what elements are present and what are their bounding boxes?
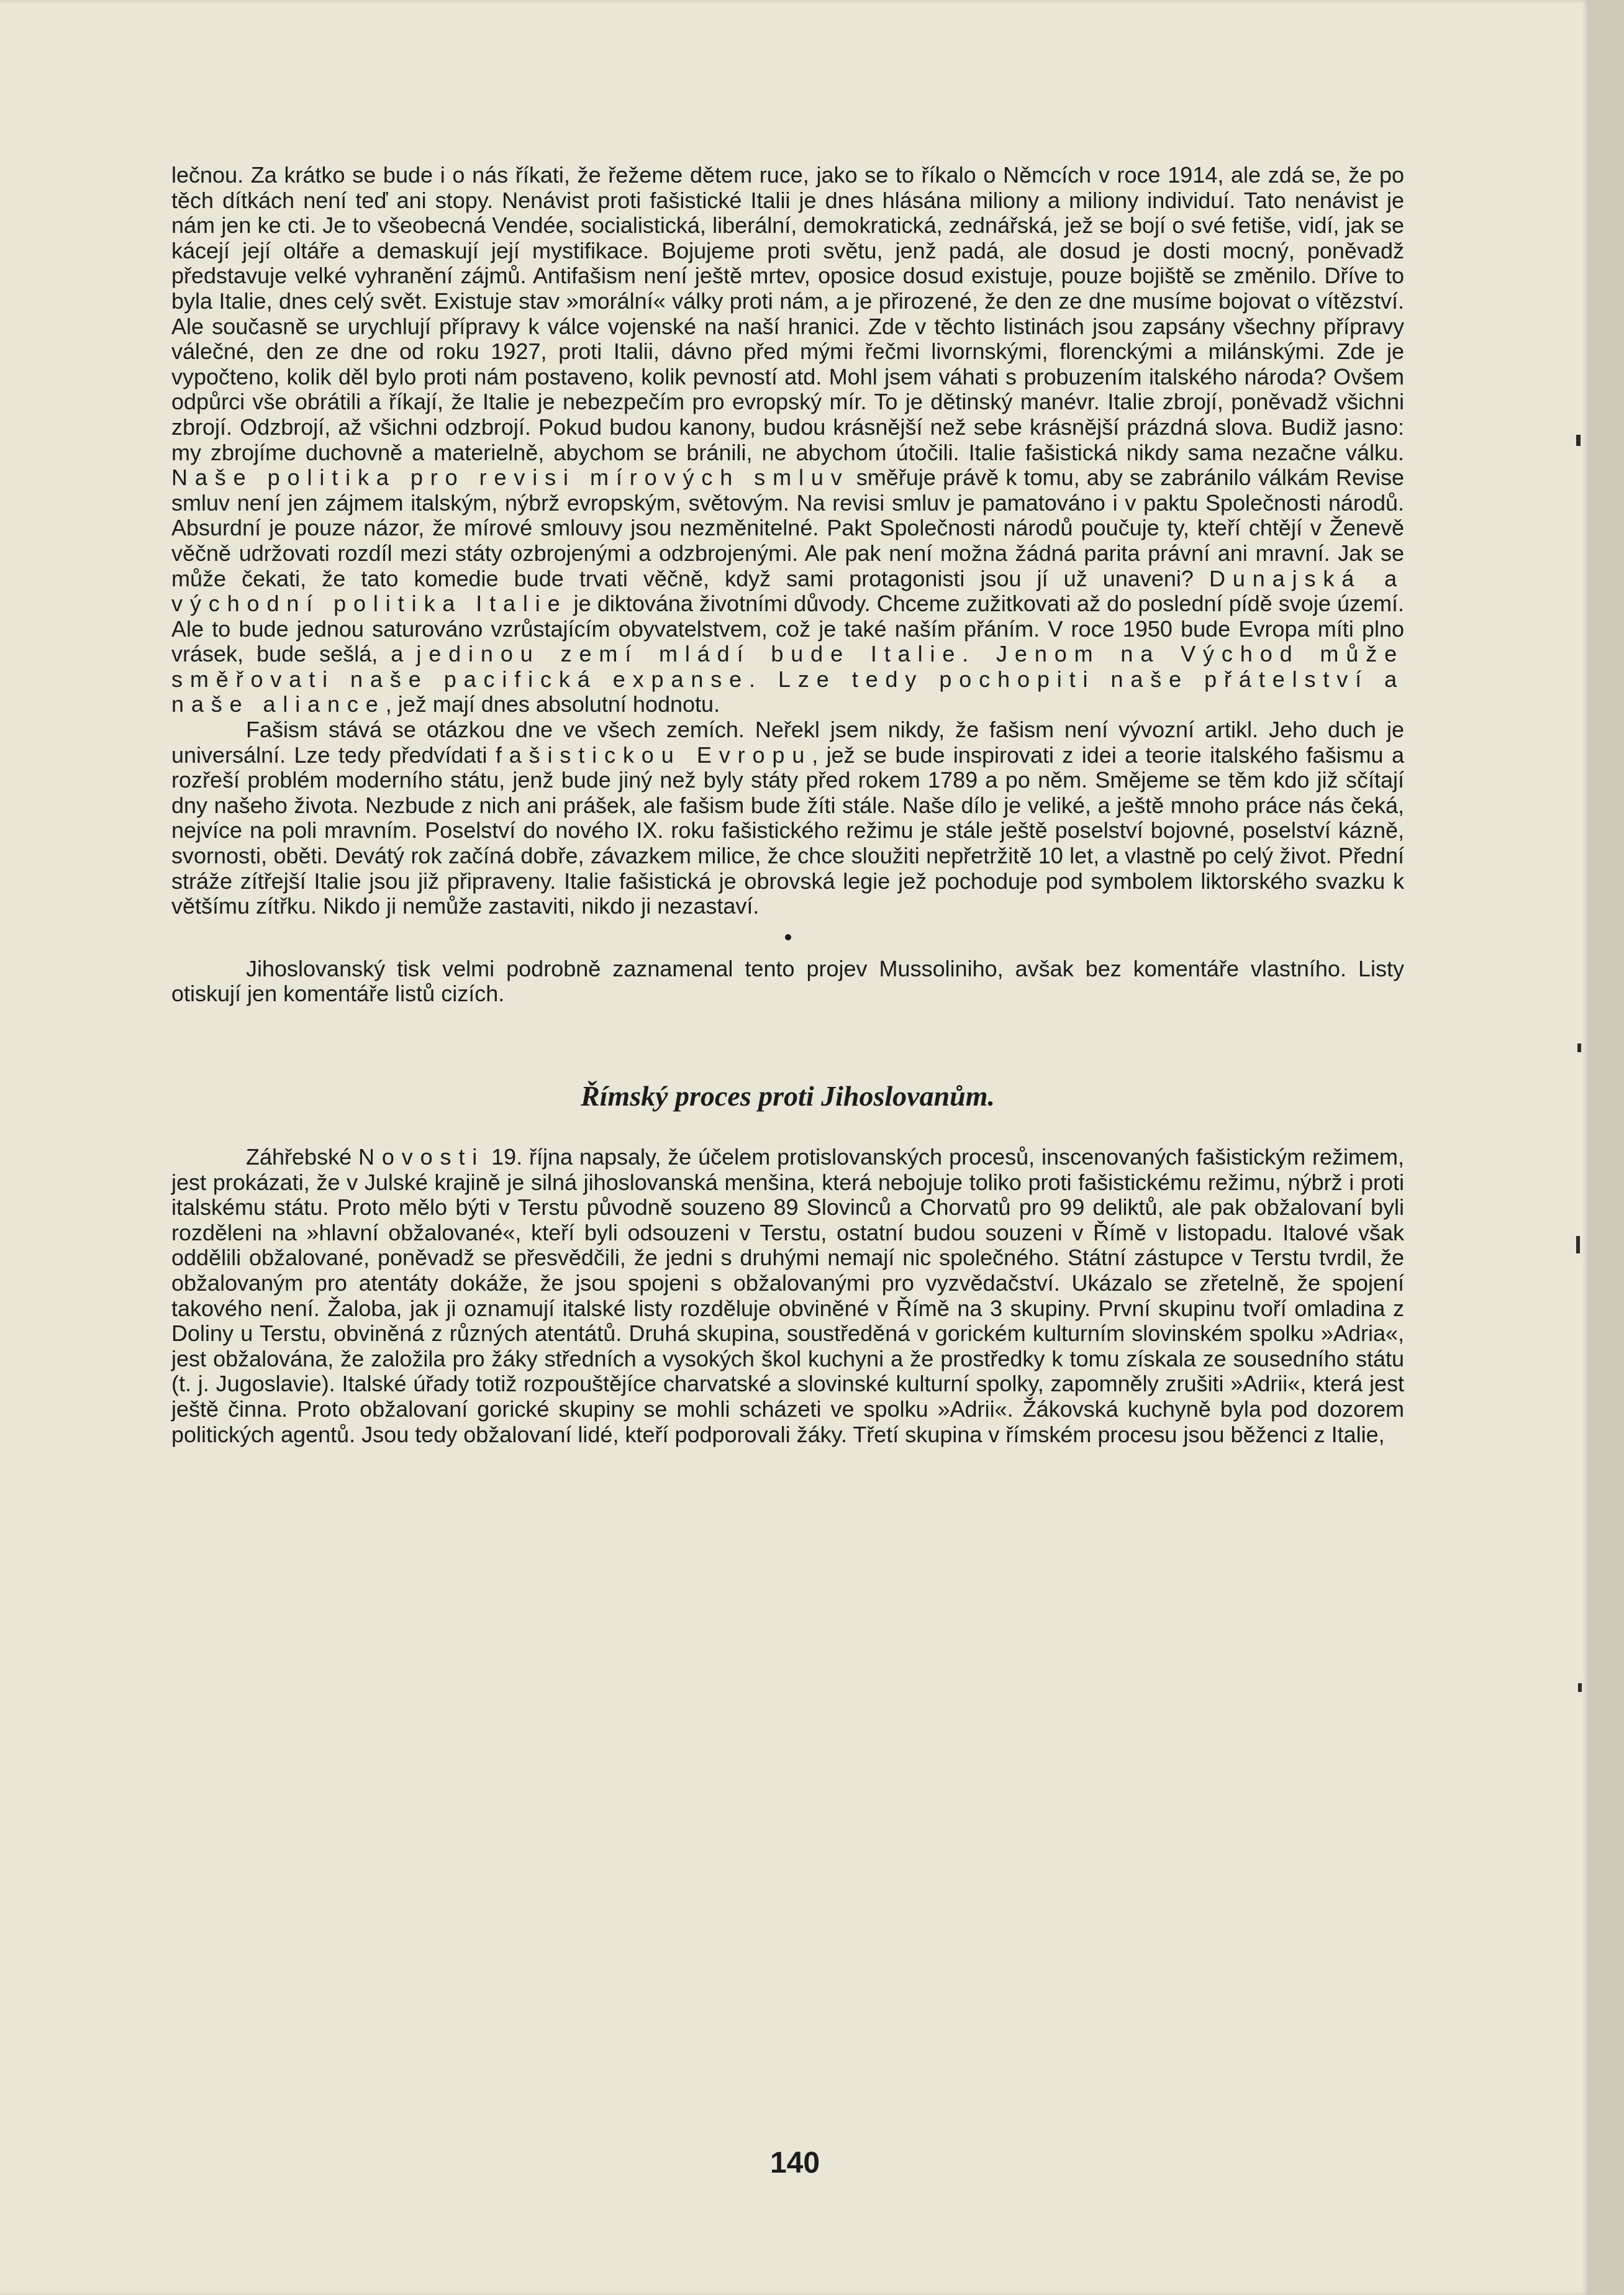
text-run: Záhřebské: [246, 1144, 358, 1170]
body-paragraph: [171, 163, 1404, 717]
text-run: lečnou. Za krátko se bude i o nás říkati, že řežeme dětem ruce, jako se to říkalo o Němcích v roce 1914, ale zdá se, že po těch dítkách není teď ani stopy. Nenávist proti fašistické Italii je dnes hlásána miliony a miliony individuí. Tato nenávist je nám jen ke cti. Je to všeobecná Vendée, socialistická, liberální, demokratická, zednářská, jež se bojí o své fetiše, vidí, jak se kácejí její oltáře a demaskují její mystifikace. Bojujeme proti světu, jenž padá, ale dosud je dosti mocný, poněvadž představuje velké vyhranění zájmů. Antifašism není ještě mrtev, oposice dosud existuje, pouze bojiště se změnilo. Dříve to byla Italie, dnes celý svět. Existuje stav »morální« války proti nám, a je přirozené, že den ze dne musíme bojovat o vítězství. Ale současně se urychlují přípravy k válce vojenské na naší hranici. Zde v těchto listinách jsou zapsány všechny přípravy válečné, den ze dne od roku 1927, proti Italii, dávno před mými řečmi livornskými, florenckými a milánskými. Zde je vypočteno, kolik děl bylo proti nám postaveno, kolik pevností atd. Mohl jsem váhati s probuzením italského národa? Ovšem odpůrci vše obrátili a říkají, že Italie je nebezpečím pro evropský mír. To je dětinský manévr. Italie zbrojí, poněvadž všichni zbrojí. Odzbrojí, až všichni odzbrojí. Pokud budou kanony, budou krásnější než sebe krásnější prázdná slova. Budiž jasno: my zbrojíme duchovně a materielně, abychom se bránili, ne abychom útočili. Italie fašistická nikdy sama nezačne válku.: [171, 162, 1404, 465]
text-run: je diktována životními důvody. Chceme zužitkovati až do poslední pídě svoje území. Ale to bude jednou saturováno vzrůstajícím obyvatelstvem, což je také naším přáním. V roce 1950 bude Evropa míti plno vrásek, bude sešlá, a: [171, 591, 1404, 667]
page-edge: [1590, 0, 1624, 2295]
page-body: [171, 163, 1404, 1447]
page-number: 140: [769, 2147, 820, 2179]
body-paragraph: [171, 1145, 1404, 1447]
margin-mark: [1577, 1043, 1581, 1052]
margin-mark: [1576, 435, 1581, 446]
margin-mark: [1578, 1683, 1582, 1692]
text-run: , jež mají dnes absolutní hodnotu.: [385, 691, 720, 717]
section-separator: [785, 934, 791, 940]
body-paragraph: Jihoslovanský tisk velmi podrobně zaznamenal tento projev Mussoliniho, avšak bez komentáře vlastního. Listy otiskují jen komentáře listů cizích.: [171, 955, 1404, 1007]
margin-mark: [1576, 1236, 1580, 1253]
spaced-emphasis: Novosti: [358, 1144, 485, 1170]
spaced-emphasis: Dunajská a východní politika Italie: [171, 565, 1405, 617]
text-run: Fašism stává se otázkou dne ve všech zemích. Neřekl jsem nikdy, že fašism není vývozní artikl. Jeho duch je universální. Lze tedy předvídati: [171, 717, 1404, 768]
text-run: 19. října napsaly, že účelem protislovanských procesů, inscenovaných fašistickým režimem, jest prokázati, že v Julské krajině je silná jihoslovanská menšina, která nebojuje toliko proti fašistickému režimu, nýbrž i proti italskému státu. Proto mělo býti v Terstu původně souzeno 89 Slovinců a Chorvatů pro 99 deliktů, ale pak obžalovaní byli rozděleni na »hlavní obžalované«, kteří byli odsouzeni v Terstu, ostatní budou souzeni v Římě v listopadu. Italové však oddělili obžalované, poněvadž se přesvědčili, že jedni s druhými nemají nic společného. Státní zástupce v Terstu tvrdil, že obžalovaným pro atentáty dokáže, že jsou spojeni s obžalovanými pro vyzvědačství. Ukázalo se zřetelně, že spojení takového není. Žaloba, jak ji oznamují italské listy rozděluje obviněné v Římě na 3 skupiny. První skupinu tvoří omladina z Doliny u Terstu, obviněná z různých atentátů. Druhá skupina, soustředěná v gorickém kulturním slovinském spolku »Adria«, jest obžalována, že založila pro žáky středních a vysokých škol kuchyni a že prostředky k tomu získala ze sousedního státu (t. j. Jugoslavie). Italské úřady totiž rozpouštějíce charvatské a slovinské kulturní spolky, zapomněly zrušiti »Adrii«, která jest ještě činna. Proto obžalovaní gorické skupiny se mohli scházeti ve spolku »Adrii«. Žákovská kuchyně byla pod dozorem politických agentů. Jsou tedy obžalovaní lidé, kteří podporovali žáky. Třetí skupina v římském procesu jsou běženci z Italie,: [171, 1144, 1404, 1447]
section-heading: Římský proces proti Jihoslovanům.: [580, 1080, 996, 1112]
spaced-emphasis: fašistickou Evropu: [495, 742, 812, 768]
spaced-emphasis: jedinou zemí mládí bude Italie. Jenom na Východ může směřovati naše pacifická expanse. Lze tedy pochopiti naše přátelství a naše aliance: [171, 641, 1404, 717]
text-run: , jež se bude inspirovati z idei a teorie italského fašismu a rozřeší problém moderního státu, jenž bude jiný než byly státy před rokem 1789 a po něm. Smějeme se těm kdo již sčítají dny našeho života. Nezbude z nich ani prášek, ale fašism bude žíti stále. Naše dílo je veliké, a ještě mnoho práce nás čeká, nejvíce na poli mravním. Poselství do nového IX. roku fašistického režimu je stále ještě poselství bojovné, poselství kázně, svornosti, oběti. Devátý rok začíná dobře, závazkem milice, že chce sloužiti nepřetržitě 10 let, a vlastně po celý život. Přední stráže zítřejší Italie jsou již připraveny. Italie fašistická je obrovská legie jež pochoduje pod symbolem liktorského svazku k většímu zítřku. Nikdo ji nemůže zastaviti, nikdo ji nezastaví.: [171, 742, 1404, 919]
spaced-emphasis: Naše politika pro revisi mírových smluv: [171, 465, 850, 491]
text-run: směřuje právě k tomu, aby se zabránilo válkám Revise smluv není jen zájmem italským, nýbrž evropským, světovým. Na revisi smluv je pamatováno i v paktu Společnosti národů. Absurdní je pouze názor, že mírové smlouvy jsou nezměnitelné. Pakt Společnosti národů poučuje ty, kteří chtějí v Ženevě věčně udržovati rozdíl mezi státy ozbrojenými a odzbrojenými. Ale pak není možna žádná parita právní ani mravní. Jak se může čekati, že tato komedie bude trvati věčně, když sami protagonisti jsou jí už unaveni?: [171, 465, 1405, 591]
body-paragraph: [171, 717, 1404, 919]
